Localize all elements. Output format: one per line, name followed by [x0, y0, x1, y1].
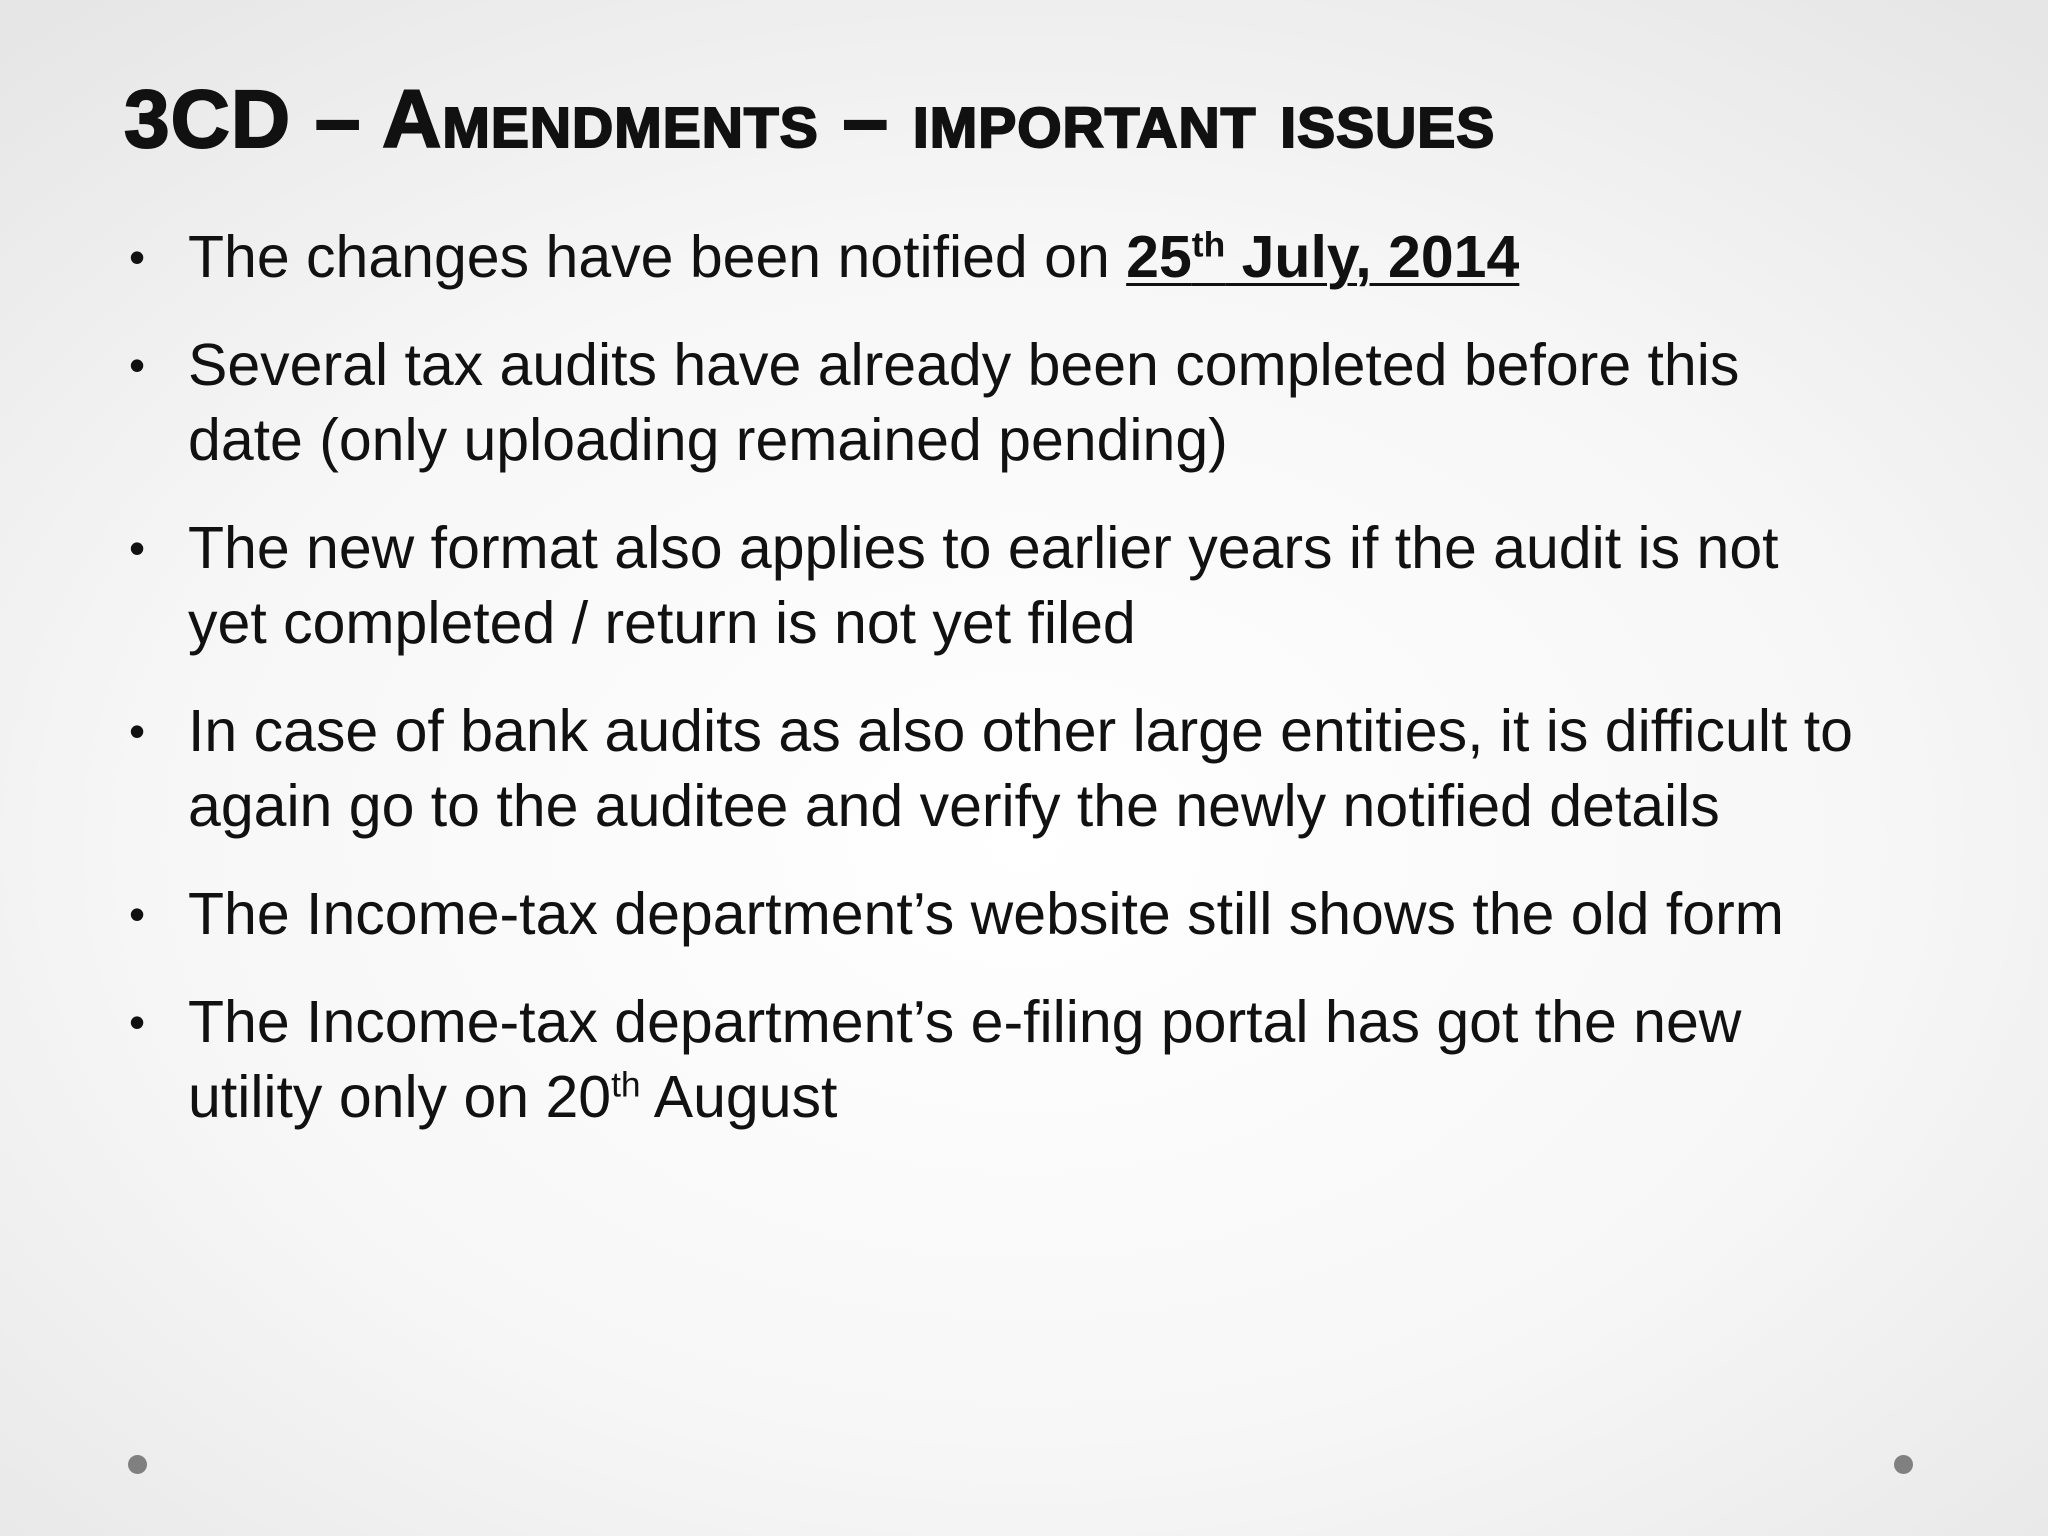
bullet-list: [122, 220, 1862, 1168]
bullet-item: [122, 985, 1862, 1135]
bullet-marker: •: [128, 339, 146, 391]
bullet-text-tail: August: [640, 1064, 838, 1130]
bullet-text: Several tax audits have already been completed before this date (only uploading remained pending): [188, 332, 1740, 473]
notification-date: [1126, 224, 1519, 290]
bullet-marker: •: [128, 705, 146, 757]
bullet-item: [122, 328, 1862, 478]
corner-dot-right: [1894, 1455, 1913, 1474]
slide-title: 3CD – Amendments – important issues: [124, 74, 1496, 165]
date-month-year: July, 2014: [1225, 224, 1520, 290]
bullet-text: The Income-tax department’s website still shows the old form: [188, 881, 1784, 947]
bullet-item: [122, 694, 1862, 844]
bullet-item: [122, 877, 1862, 952]
date-day: 25: [1126, 224, 1192, 290]
date-ordinal-suffix: th: [1191, 224, 1226, 265]
bullet-marker: •: [128, 888, 146, 940]
bullet-item: [122, 511, 1862, 661]
bullet-text: The Income-tax department’s e-filing portal has got the new utility only on 20: [188, 989, 1742, 1130]
bullet-text: In case of bank audits as also other large entities, it is difficult to again go to the auditee and verify the newly notified details: [188, 698, 1853, 839]
bullet-item: [122, 220, 1862, 295]
bullet-marker: •: [128, 522, 146, 574]
bullet-text: The changes have been notified on: [188, 224, 1127, 290]
bullet-text: The new format also applies to earlier years if the audit is not yet completed / return is not yet filed: [188, 515, 1779, 656]
corner-dot-left: [128, 1455, 147, 1474]
bullet-marker: •: [128, 996, 146, 1048]
ordinal-suffix: th: [611, 1064, 641, 1105]
bullet-marker: •: [128, 231, 146, 283]
